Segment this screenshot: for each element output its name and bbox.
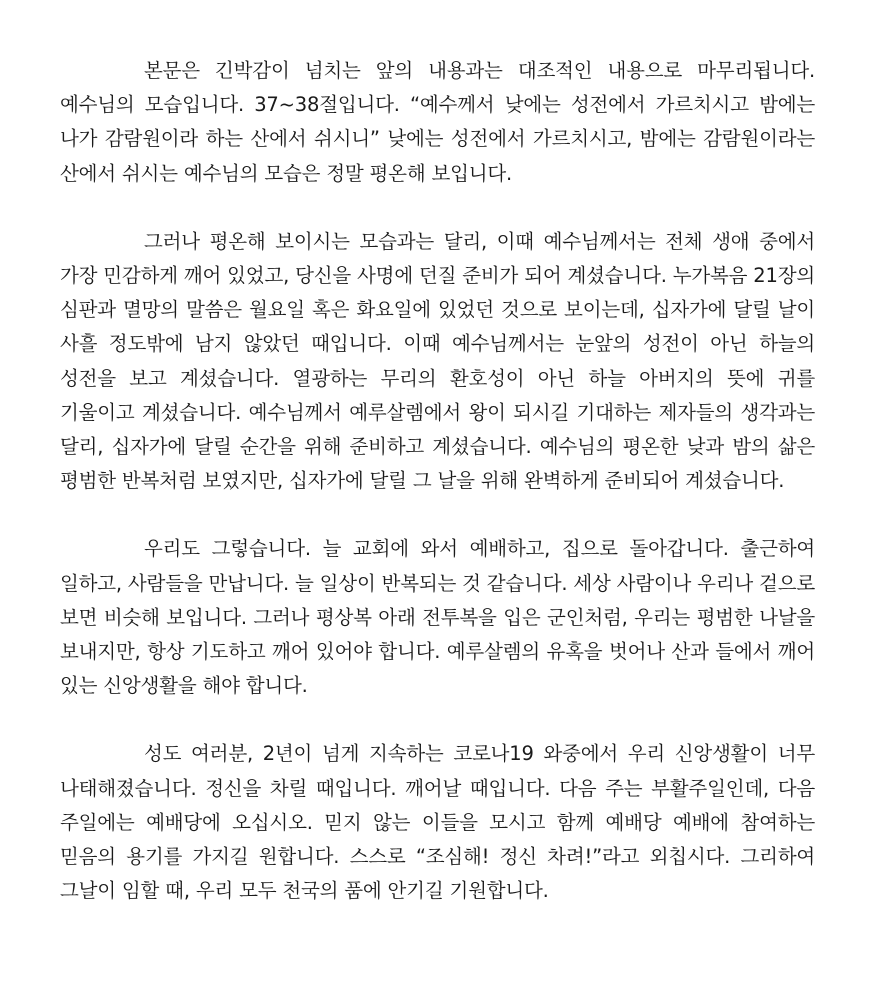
paragraph-3: 우리도 그렇습니다. 늘 교회에 와서 예배하고, 집으로 돌아갑니다. 출근하여 일하고, 사람들을 만납니다. 늘 일상이 반복되는 것 같습니다. 세상 사람이나 우리나 겉으로 보면 비슷해 보입니다. 그러나 평상복 아래 전투복을 입은 군인처럼, 우리는 평범한 나날을 보내지만, 항상 기도하고 깨어 있어야 합니다. 예루살렘의 유혹을 벗어나 산과 들에서 깨어 있는 신앙생활을 해야 합니다. [60, 537, 815, 698]
paragraph-4: 성도 여러분, 2년이 넘게 지속하는 코로나19 와중에서 우리 신앙생활이 너무 나태해졌습니다. 정신을 차릴 때입니다. 깨어날 때입니다. 다음 주는 부활주일인데, 다음 주일에는 예배당에 오십시오. 믿지 않는 이들을 모시고 함께 예배당 예배에 참여하는 믿음의 용기를 가지길 원합니다. 스스로 “조심해! 정신 차려!”라고 외칩시다. 그리하여 그날이 임할 때, 우리 모두 천국의 품에 안기길 기원합니다. [60, 742, 815, 903]
paragraph-1: 본문은 긴박감이 넘치는 앞의 내용과는 대조적인 내용으로 마무리됩니다. 예수님의 모습입니다. 37~38절입니다. “예수께서 낮에는 성전에서 가르치시고 밤에는 나가 감람원이라 하는 산에서 쉬시니” 낮에는 성전에서 가르치시고, 밤에는 감람원이라는 산에서 쉬시는 예수님의 모습은 정말 평온해 보입니다. [60, 59, 815, 185]
paragraph-2: 그러나 평온해 보이시는 모습과는 달리, 이때 예수님께서는 전체 생애 중에서 가장 민감하게 깨어 있었고, 당신을 사명에 던질 준비가 되어 계셨습니다. 누가복음 21장의 심판과 멸망의 말씀은 월요일 혹은 화요일에 있었던 것으로 보이는데, 십자가에 달릴 날이 사흘 정도밖에 남지 않았던 때입니다. 이때 예수님께서는 눈앞의 성전이 아닌 하늘의 성전을 보고 계셨습니다. 열광하는 무리의 환호성이 아닌 하늘 아버지의 뜻에 귀를 기울이고 계셨습니다. 예수님께서 예루살렘에서 왕이 되시길 기대하는 제자들의 생각과는 달리, 십자가에 달릴 순간을 위해 준비하고 계셨습니다. 예수님의 평온한 낮과 밤의 삶은 평범한 반복처럼 보였지만, 십자가에 달릴 그 날을 위해 완벽하게 준비되어 계셨습니다. [60, 229, 815, 493]
